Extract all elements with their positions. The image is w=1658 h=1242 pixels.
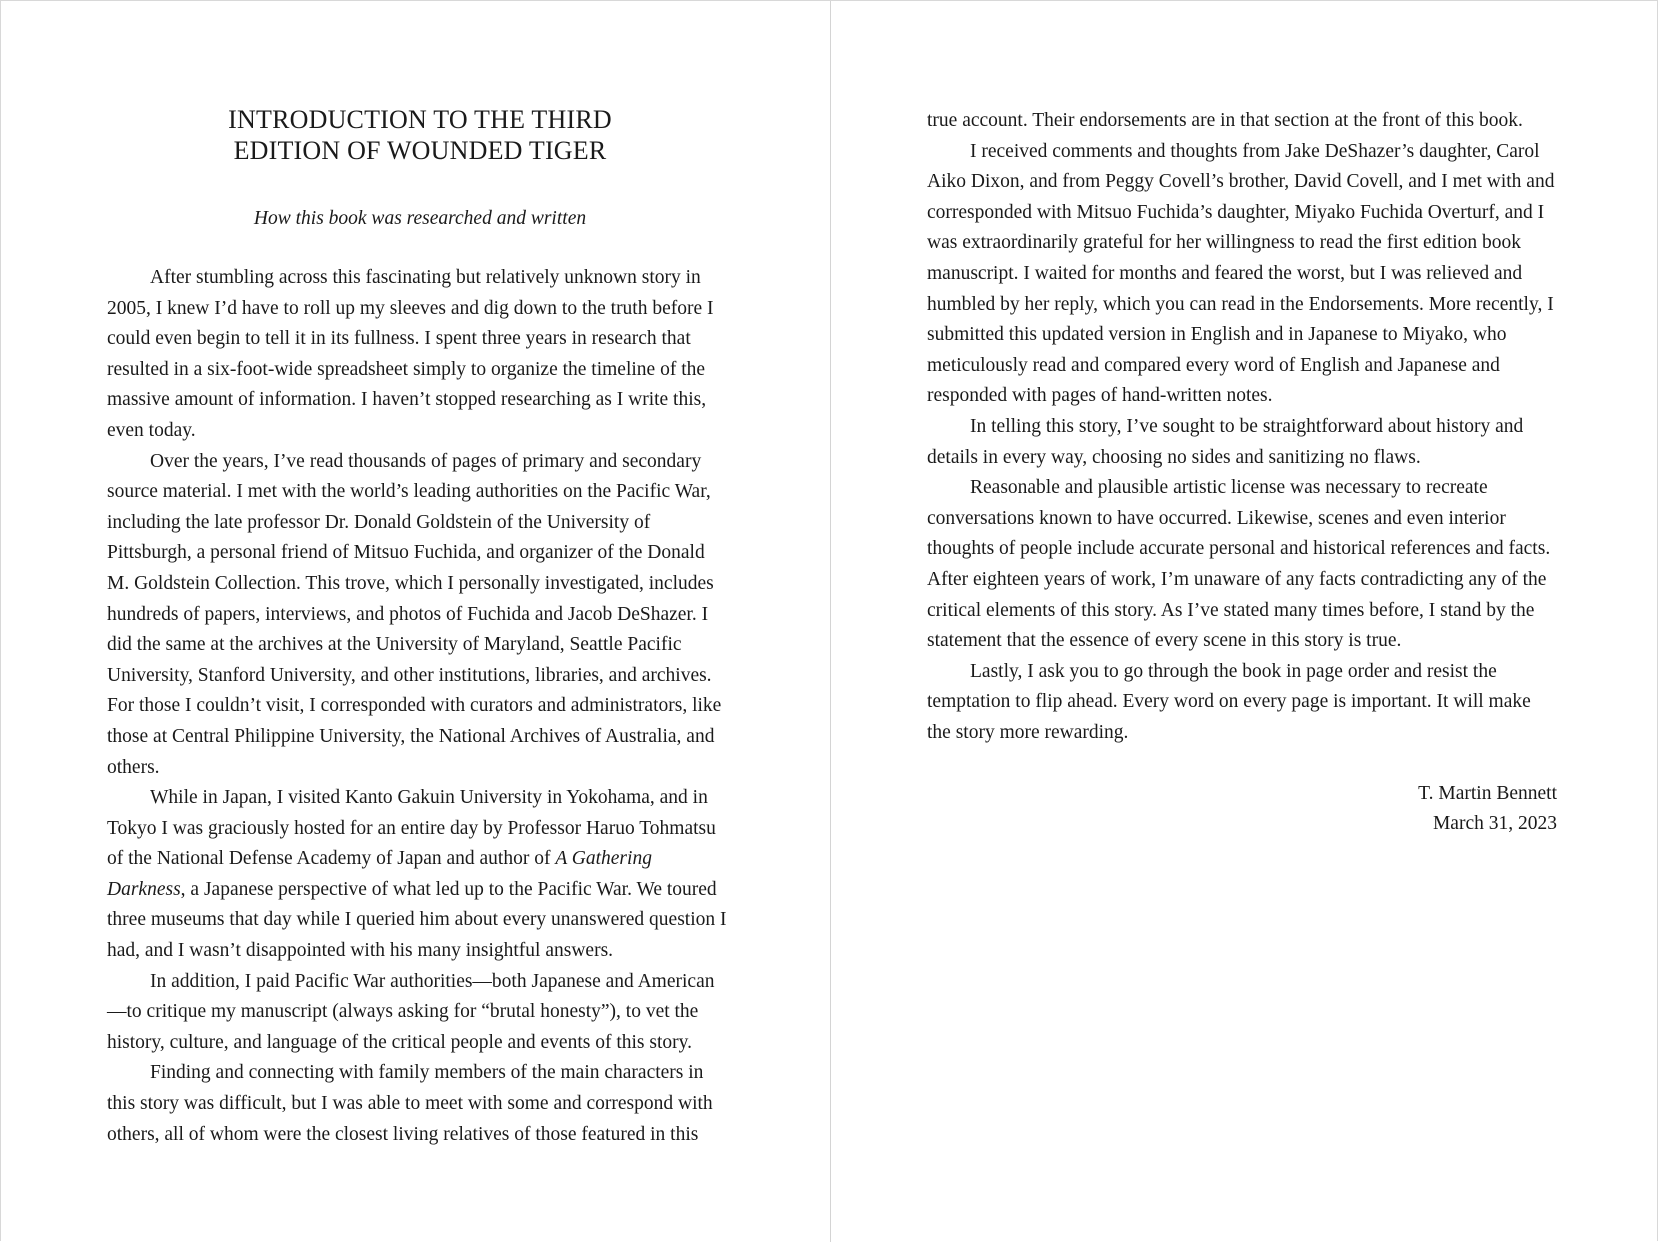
paragraph-text: While in Japan, I visited Kanto Gakuin University in Yokohama, and in Tokyo I was graciously hosted for an entire day by Professor Haruo Tohmatsu of the National Defense Academy of Japan and author of — [107, 787, 716, 870]
paragraph: Over the years, I’ve read thousands of pages of primary and secondary source material. I met with the world’s leading authorities on the Pacific War, including the late professor Dr. Donald Goldstein of the University of Pittsburgh, a personal friend of Mitsuo Fuchida, and organizer of the Donald M. Goldstein Collection. This trove, which I personally investigated, includes hundreds of papers, interviews, and photos of Fuchida and Jacob DeShazer. I did the same at the archives at the University of Maryland, Seattle Pacific University, Stanford University, and other institutions, libraries, and archives. For those I couldn’t visit, I corresponded with curators and administrators, like those at Central Philippine University, the National Archives of Australia, and others. — [107, 450, 722, 778]
paragraph: I received comments and thoughts from Jake DeShazer’s daughter, Carol Aiko Dixon, and from Peggy Covell’s brother, David Covell, and I met with and corresponded with Mitsuo Fuchida’s daughter, Miyako Fuchida Overturf, and I was extraordinarily grateful for her willingness to read the first edition book manuscript. I waited for months and feared the worst, but I was relieved and humbled by her reply, which you can read in the Endorsements. More recently, I submitted this updated version in English and in Japanese to Miyako, who meticulously read and compared every word of English and Japanese and responded with pages of hand-written notes. — [927, 140, 1555, 407]
paragraph-text: , a Japanese perspective of what led up to the Pacific War. We toured three museums that day while I queried him about every unanswered question I had, and I wasn’t disappointed with his many insightful answers. — [107, 878, 727, 962]
paragraph: Lastly, I ask you to go through the book in page order and resist the temptation to flip ahead. Every word on every page is important. It will make the story more rewarding. — [927, 660, 1531, 743]
paragraph: In addition, I paid Pacific War authorities—both Japanese and American—to critique my manuscript (always asking for “brutal honesty”), to vet the history, culture, and language of the critical people and events of this story. — [107, 970, 715, 1053]
left-page — [1, 1, 830, 1242]
author-name: T. Martin Bennett — [1418, 783, 1557, 804]
chapter-title — [1, 104, 839, 166]
paragraph: Finding and connecting with family members of the main characters in this story was difficult, but I was able to meet with some and correspond with others, all of whom were the closest living relatives of those featured in this — [107, 1062, 713, 1145]
chapter-subtitle: How this book was researched and written — [253, 208, 587, 229]
paragraph: In telling this story, I’ve sought to be straightforward about history and details in every way, choosing no sides and sanitizing no flaws. — [927, 415, 1524, 468]
paragraph: Reasonable and plausible artistic license was necessary to recreate conversations known to have occurred. Likewise, scenes and even interior thoughts of people include accurate personal and historical references and facts. After eighteen years of work, I’m unaware of any facts contradicting any of the critical elements of this story. As I’ve stated many times before, I stand by the statement that the essence of every scene in this story is true. — [927, 477, 1551, 652]
right-body-text — [927, 106, 1557, 748]
chapter-title-line-1: INTRODUCTION TO THE THIRD — [228, 105, 612, 134]
left-body-text — [107, 263, 729, 1150]
paragraph: After stumbling across this fascinating but relatively unknown story in 2005, I knew I’d have to roll up my sleeves and dig down to the truth before I could even begin to tell it in its fullness. I spent three years in research that resulted in a six-foot-wide spreadsheet simply to organize the timeline of the massive amount of information. I haven’t stopped researching as I write this, even today. — [107, 267, 714, 441]
signature-date: March 31, 2023 — [1432, 813, 1557, 834]
author-signature — [927, 779, 1557, 839]
paragraph — [107, 783, 729, 967]
book-title-reference: A Gathering Darkness — [107, 848, 652, 900]
chapter-title-line-2: EDITION OF WOUNDED TIGER — [233, 136, 607, 165]
paragraph-continuation: true account. Their endorsements are in that section at the front of this book. — [927, 110, 1523, 131]
right-page — [831, 1, 1658, 1242]
